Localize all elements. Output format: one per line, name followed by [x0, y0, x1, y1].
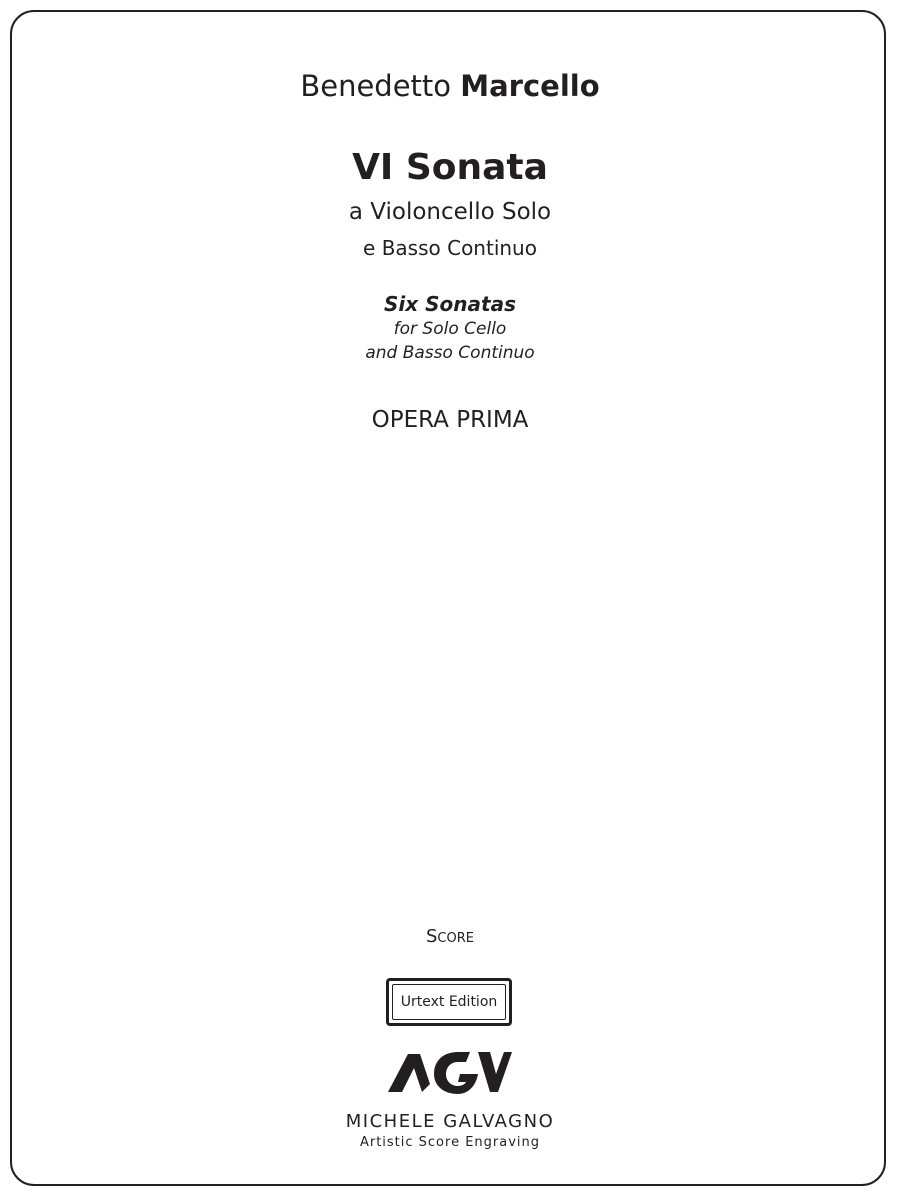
english-title: Six Sonatas	[384, 292, 516, 316]
edition-label: Urtext Edition	[392, 984, 506, 1020]
publisher-tagline: Artistic Score Engraving	[359, 1135, 541, 1150]
publisher-name: MICHELE GALVAGNO	[345, 1111, 555, 1132]
agv-logo-icon	[386, 1044, 512, 1096]
composer-name	[0, 64, 900, 108]
score-label: Score	[426, 926, 474, 947]
english-subtitle-line-2: and Basso Continuo	[365, 343, 535, 363]
edition-badge	[386, 978, 512, 1026]
work-title: VI Sonata	[352, 147, 548, 188]
composer-last-name: Marcello	[460, 69, 600, 103]
work-subtitle-line-1: a Violoncello Solo	[348, 199, 552, 225]
english-subtitle-line-1: for Solo Cello	[393, 319, 507, 339]
opus-label: OPERA PRIMA	[371, 407, 529, 433]
work-subtitle-line-2: e Basso Continuo	[363, 236, 537, 260]
composer-first-name: Benedetto	[300, 69, 452, 103]
